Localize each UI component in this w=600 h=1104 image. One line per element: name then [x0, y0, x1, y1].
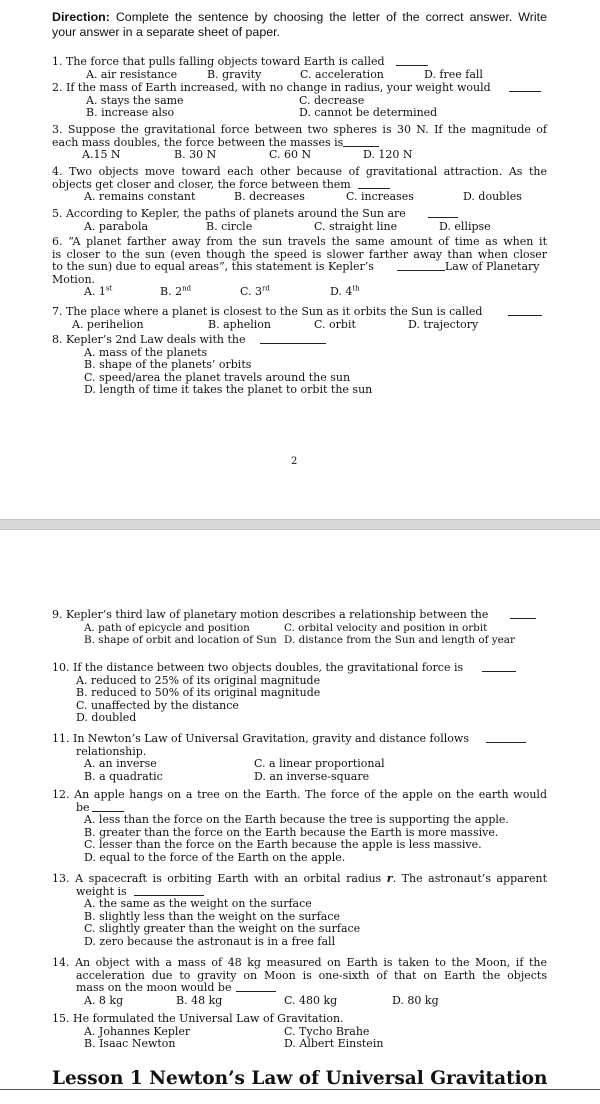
answer-blank — [510, 609, 536, 619]
option-d: D. trajectory — [408, 317, 479, 331]
answer-blank — [396, 56, 428, 66]
question-11 — [52, 733, 547, 783]
question-stem-line-2: is closer to the sun (even though the speed is slower farther away than when closer — [52, 247, 547, 261]
option-d: D. equal to the force of the Earth on the apple. — [84, 850, 346, 864]
option-c: C. Tycho Brahe — [284, 1024, 370, 1038]
question-stem-line-1: 6. “A planet farther away from the sun travels the same amount of time as when it — [52, 235, 547, 248]
option-a: A. reduced to 25% of its original magnitude — [76, 673, 321, 687]
option-a: A. 8 kg — [84, 993, 124, 1007]
question-5 — [52, 208, 547, 233]
question-1 — [52, 56, 547, 81]
question-stem: 8. Kepler’s 2nd Law deals with the — [52, 333, 246, 346]
question-12 — [52, 789, 547, 865]
option-c: C. increases — [346, 190, 414, 204]
option-d: D. free fall — [424, 67, 483, 81]
option-d: D. an inverse-square — [254, 769, 370, 783]
option-c: C. 3rd — [240, 284, 270, 299]
option-a: A. perihelion — [72, 317, 144, 331]
question-stem-line-3: mass on the moon would be — [76, 981, 232, 995]
answer-blank — [260, 334, 326, 344]
option-b: B. circle — [206, 219, 253, 233]
question-stem-line-2: weight is — [76, 884, 127, 898]
option-b: B. Isaac Newton — [84, 1037, 176, 1051]
question-stem-line-1: 4. Two objects move toward each other because of gravitational attraction. As the — [52, 165, 547, 178]
question-stem-line-4: Motion. — [52, 272, 96, 286]
question-14 — [52, 957, 547, 1007]
option-d: D. 120 N — [363, 148, 413, 162]
question-3 — [52, 124, 547, 162]
option-b: B. reduced to 50% of its original magnitude — [76, 686, 321, 700]
option-d: D. Albert Einstein — [284, 1037, 384, 1051]
option-b: B. greater than the force on the Earth because the Earth is more massive. — [84, 825, 499, 839]
option-b: B. 30 N — [174, 148, 217, 162]
option-d: D. length of time it takes the planet to orbit the sun — [84, 383, 373, 397]
answer-blank — [428, 208, 458, 218]
option-b: B. shape of orbit and location of Sun — [84, 634, 277, 647]
option-a: A. remains constant — [84, 190, 196, 204]
direction-line-2: your answer in a separate sheet of paper. — [52, 25, 280, 39]
option-d: D. ellipse — [439, 219, 491, 233]
answer-blank — [343, 137, 379, 147]
answer-blank — [397, 261, 445, 271]
question-stem-line-3: to the sun) due to equal areas”, this statement is Kepler’s — [52, 260, 374, 274]
page-number: 2 — [291, 456, 298, 467]
radius-variable: r — [386, 872, 393, 885]
option-c: C. 60 N — [269, 148, 312, 162]
question-stem-line-2: objects get closer and closer, the force between them — [52, 177, 351, 191]
question-stem-line-2: acceleration due to gravity on Moon is one-sixth of that on Earth the objects — [76, 968, 547, 982]
question-stem: 15. He formulated the Universal Law of Gravitation. — [52, 1012, 344, 1025]
answer-blank — [358, 179, 390, 189]
option-a: A.15 N — [82, 148, 121, 162]
question-stem-line-2: be — [76, 800, 90, 814]
question-stem-line-1: 12. An apple hangs on a tree on the Earth. The force of the apple on the earth would — [52, 788, 547, 801]
option-c: C. lesser than the force on the Earth because the apple is less massive. — [84, 838, 482, 852]
option-a: A. stays the same — [86, 93, 184, 107]
option-d: D. distance from the Sun and length of year — [284, 634, 515, 647]
question-stem-line-3b: Law of Planetary — [445, 260, 540, 274]
option-b: B. shape of the planets’ orbits — [84, 358, 252, 372]
answer-blank — [134, 886, 204, 896]
option-c: C. straight line — [314, 219, 398, 233]
question-6 — [52, 236, 547, 300]
question-7 — [52, 306, 547, 331]
bottom-rule — [0, 1089, 600, 1090]
option-b: B. decreases — [234, 190, 305, 204]
option-c: C. orbit — [314, 317, 356, 331]
question-stem: 1. The force that pulls falling objects toward Earth is called — [52, 55, 385, 68]
answer-blank — [92, 802, 124, 812]
question-8 — [52, 334, 547, 397]
question-stem-line-1: 11. In Newton’s Law of Universal Gravitation, gravity and distance follows — [52, 732, 469, 745]
option-b: B. aphelion — [208, 317, 272, 331]
option-c: C. a linear proportional — [254, 757, 385, 771]
answer-blank — [486, 733, 526, 743]
option-c: C. orbital velocity and position in orbit — [284, 621, 488, 634]
question-9 — [52, 609, 547, 647]
option-d: D. doubles — [463, 190, 522, 204]
option-b: B. gravity — [207, 67, 262, 81]
option-b: B. increase also — [86, 106, 175, 120]
question-stem-line-1: 3. Suppose the gravitational force between two spheres is 30 N. If the magnitude of — [52, 123, 547, 136]
question-stem-line-2: relationship. — [76, 744, 147, 758]
option-c: C. acceleration — [300, 67, 384, 81]
question-13 — [52, 873, 547, 949]
option-a: A. path of epicycle and position — [84, 621, 250, 634]
option-c: C. decrease — [299, 93, 365, 107]
question-stem-line-1: 14. An object with a mass of 48 kg measured on Earth is taken to the Moon, if the — [52, 956, 547, 969]
option-c: C. unaffected by the distance — [76, 698, 239, 712]
question-stem: 7. The place where a planet is closest to the Sun as it orbits the Sun is called — [52, 305, 483, 318]
question-stem-line-2: each mass doubles, the force between the masses is — [52, 135, 344, 149]
option-d: D. 4th — [330, 284, 360, 299]
option-a: A. air resistance — [86, 67, 178, 81]
question-2 — [52, 82, 547, 120]
lesson-title: Lesson 1 Newton’s Law of Universal Gravitation — [52, 1068, 548, 1089]
option-d: D. doubled — [76, 711, 137, 725]
option-c: C. slightly greater than the weight on the surface — [84, 922, 361, 936]
question-10 — [52, 662, 547, 725]
direction-label: Direction: — [52, 10, 110, 24]
question-4 — [52, 166, 547, 204]
option-d: D. zero because the astronaut is in a free fall — [84, 934, 336, 948]
option-c: C. 480 kg — [284, 993, 338, 1007]
question-stem: 9. Kepler’s third law of planetary motion describes a relationship between the — [52, 608, 489, 621]
worksheet-page-1 — [0, 0, 600, 520]
option-b: B. 48 kg — [176, 993, 223, 1007]
question-stem-line-1: 13. A spacecraft is orbiting Earth with an orbital radius r. The astronaut’s apparent — [52, 872, 548, 885]
question-stem: 5. According to Kepler, the paths of planets around the Sun are — [52, 207, 406, 220]
answer-blank — [508, 306, 542, 316]
direction — [52, 10, 547, 40]
option-a: A. parabola — [84, 219, 149, 233]
direction-line-1: Complete the sentence by choosing the letter of the correct answer. Write — [109, 10, 547, 24]
option-d: D. cannot be determined — [299, 106, 438, 120]
option-c: C. speed/area the planet travels around the sun — [84, 370, 351, 384]
question-15 — [52, 1013, 547, 1051]
answer-blank — [236, 982, 276, 992]
question-stem: 10. If the distance between two objects doubles, the gravitational force is — [52, 661, 464, 674]
option-d: D. 80 kg — [392, 993, 439, 1007]
option-a: A. the same as the weight on the surface — [84, 897, 312, 911]
option-a: A. 1st — [84, 284, 113, 299]
option-b: B. slightly less than the weight on the surface — [84, 909, 340, 923]
option-b: B. a quadratic — [84, 769, 163, 783]
page-divider — [0, 519, 600, 530]
option-b: B. 2nd — [160, 284, 192, 299]
answer-blank — [482, 662, 516, 672]
option-a: A. less than the force on the Earth because the tree is supporting the apple. — [84, 813, 509, 827]
question-stem: 2. If the mass of Earth increased, with no change in radius, your weight would — [52, 81, 491, 94]
option-a: A. an inverse — [84, 757, 157, 771]
option-a: A. mass of the planets — [84, 345, 208, 359]
answer-blank — [509, 82, 541, 92]
option-a: A. Johannes Kepler — [84, 1024, 191, 1038]
